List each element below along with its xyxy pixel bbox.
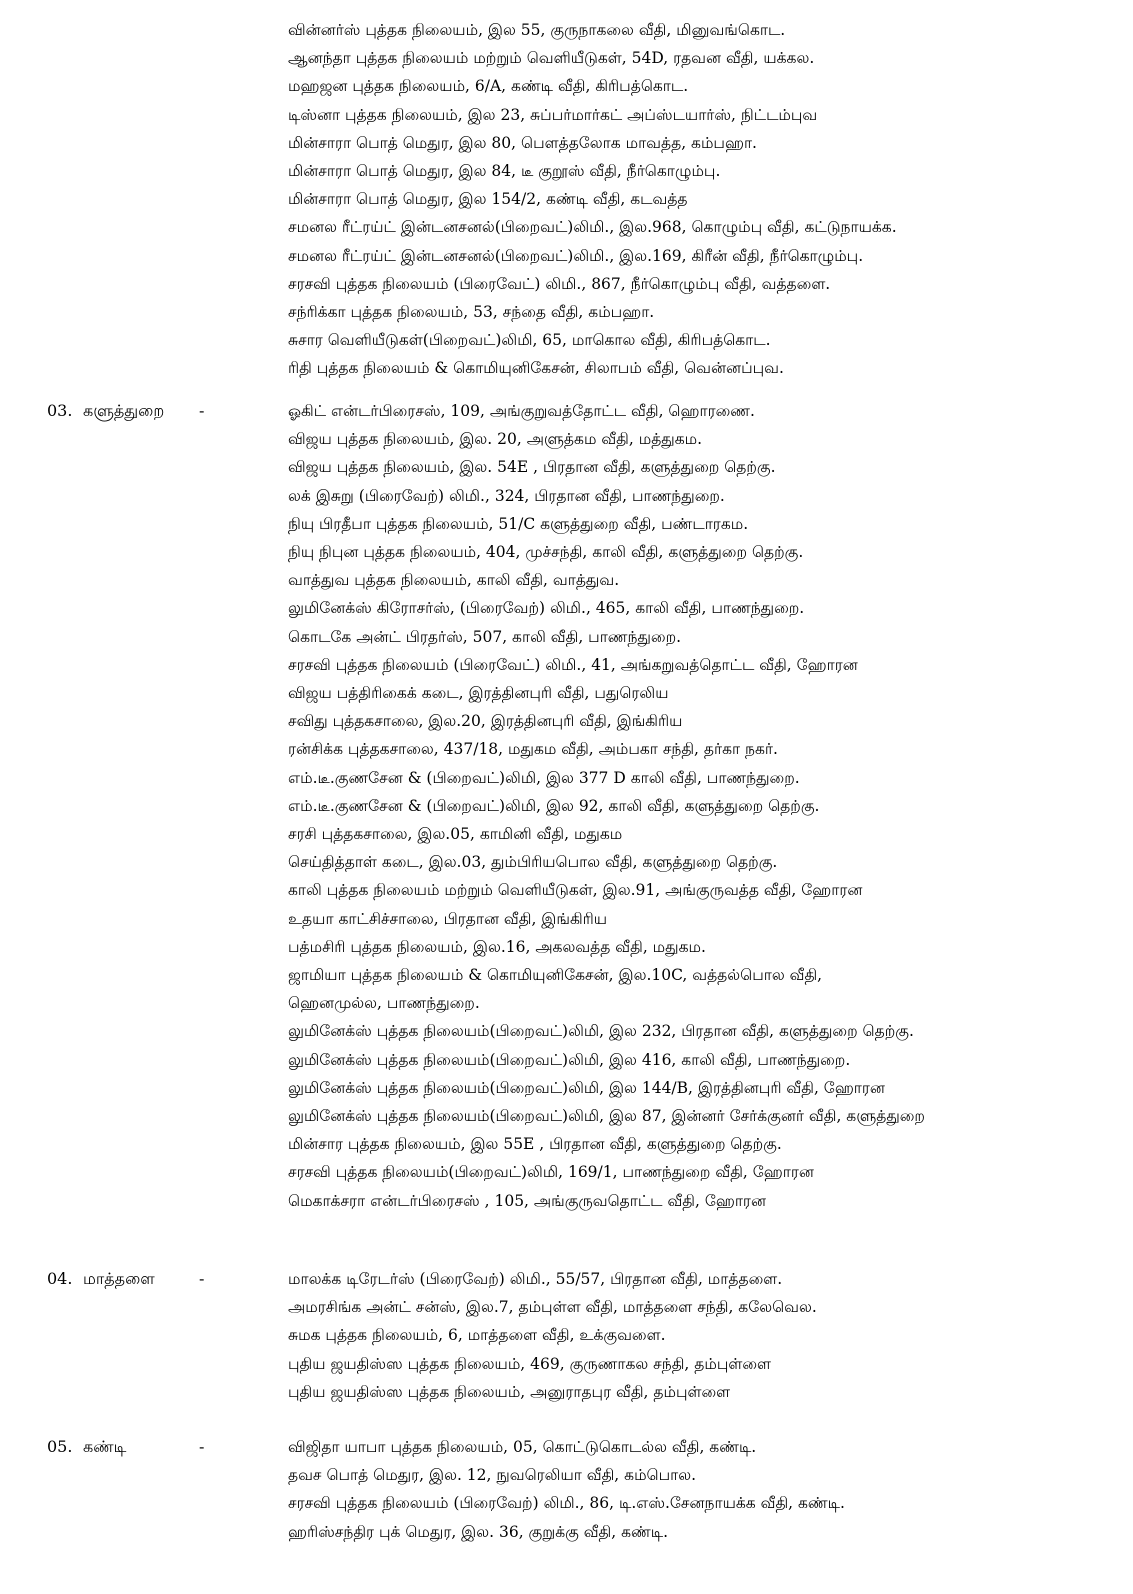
bookshop-entry: புதிய ஜயதிஸ்ஸ புத்தக நிலையம், 469, குருணாகல சந்தி, தம்புள்ளை	[288, 1354, 771, 1373]
bookshop-entry: விஜய புத்தக நிலையம், இல. 54E , பிரதான வீதி, களுத்துறை தெற்கு.	[288, 458, 776, 477]
bookshop-list	[288, 1433, 1125, 1546]
bookshop-entry: வின்னர்ஸ் புத்தக நிலையம், இல 55, குருநாகலை வீதி, மினுவங்கொட.	[288, 21, 786, 39]
district-heading	[47, 397, 204, 425]
district-number: 04.	[47, 1269, 73, 1288]
bookshop-entry: எம்.டீ.குணசேன & (பிறைவட்)லிமி, இல 377 D காலி வீதி, பாணந்துறை.	[288, 768, 800, 787]
district-number: 05.	[47, 1437, 73, 1456]
bookshop-entry: சமனல ரீட்ரய்ட் இன்டனசனல்(பிறைவட்)லிமி., இல.169, கிரீன் வீதி, நீர்கொழும்பு.	[288, 246, 864, 265]
bookshop-entry: நியு பிரதீபா புத்தக நிலையம், 51/C களுத்துறை வீதி, பண்டாரகம.	[288, 514, 749, 533]
bookshop-entry: நியு நிபுன புத்தக நிலையம், 404, முச்சந்தி, காலி வீதி, களுத்துறை தெற்கு.	[288, 543, 804, 562]
bookshop-entry: லுமினேக்ஸ் கிரோசர்ஸ், (பிரைவேற்) லிமி., 465, காலி வீதி, பாணந்துறை.	[288, 599, 805, 618]
bookshop-entry: அமரசிங்க அன்ட் சன்ஸ், இல.7, தம்புள்ள வீதி, மாத்தளை சந்தி, கலேவெல.	[288, 1298, 817, 1317]
bookshop-list	[288, 16, 1125, 383]
district-dash: -	[199, 401, 205, 420]
bookshop-entry: ஹரிஸ்சந்திர புக் மெதுர, இல. 36, குறுக்கு வீதி, கண்டி.	[288, 1522, 669, 1541]
bookshop-entry: டிஸ்னா புத்தக நிலையம், இல 23, சுப்பர்மார்கட் அப்ஸ்டயார்ஸ், நிட்டம்புவ	[288, 105, 818, 124]
district-number: 03.	[47, 401, 73, 420]
district-dash: -	[199, 1437, 205, 1456]
bookshop-entry: ரன்சிக்க புத்தகசாலை, 437/18, மதுகம வீதி, அம்பகா சந்தி, தர்கா நகர்.	[288, 740, 778, 759]
bookshop-entry: பத்மசிரி புத்தக நிலையம், இல.16, அகலவத்த வீதி, மதுகம.	[288, 937, 706, 956]
bookshop-entry: விஜய பத்திரிகைக் கடை, இரத்தினபுரி வீதி, பதுரெலிய	[288, 684, 669, 703]
bookshop-entry: மின்சாரா பொத் மெதுர, இல 80, பௌத்தலோக மாவத்த, கம்பஹா.	[288, 133, 757, 152]
bookshop-entry: மெகாக்சரா என்டர்பிரைசஸ் , 105, அங்குருவதொட்ட வீதி, ஹோரன	[288, 1191, 766, 1210]
bookshop-entry: ரிதி புத்தக நிலையம் & கொமியுனிகேசன், சிலாபம் வீதி, வென்னப்புவ.	[288, 359, 784, 378]
bookshop-entry: உதயா காட்சிச்சாலை, பிரதான வீதி, இங்கிரிய	[288, 909, 608, 928]
bookshop-entry: சரசவி புத்தக நிலையம் (பிரைவேட்) லிமி., 41, அங்கறுவத்தொட்ட வீதி, ஹோரன	[288, 655, 858, 674]
bookshop-entry: மின்சார புத்தக நிலையம், இல 55E , பிரதான வீதி, களுத்துறை தெற்கு.	[288, 1135, 782, 1154]
bookshop-entry: ஜாமியா புத்தக நிலையம் & கொமியுனிகேசன், இல.10C, வத்தல்பொல வீதி,	[288, 966, 823, 985]
bookshop-entry: காலி புத்தக நிலையம் மற்றும் வெளியீடுகள், இல.91, அங்குருவத்த வீதி, ஹோரன	[288, 881, 863, 900]
district-heading	[47, 1265, 204, 1293]
bookshop-entry: லுமினேக்ஸ் புத்தக நிலையம்(பிறைவட்)லிமி, இல 416, காலி வீதி, பாணந்துறை.	[288, 1050, 851, 1069]
bookshop-entry: சரசி புத்தகசாலை, இல.05, காமினி வீதி, மதுகம	[288, 825, 623, 844]
bookshop-entry: சரசவி புத்தக நிலையம்(பிறைவட்)லிமி, 169/1, பாணந்துறை வீதி, ஹோரன	[288, 1163, 814, 1182]
bookshop-entry: லுமினேக்ஸ் புத்தக நிலையம்(பிறைவட்)லிமி, இல 232, பிரதான வீதி, களுத்துறை தெற்கு.	[288, 1022, 914, 1041]
bookshop-entry: லக் இசுறு (பிரைவேற்) லிமி., 324, பிரதான வீதி, பாணந்துறை.	[288, 486, 725, 505]
bookshop-entry: ஓகிட் என்டர்பிரைசஸ், 109, அங்குறுவத்தோட்ட வீதி, ஹொரணை.	[288, 402, 755, 420]
district-name: மாத்தளை	[83, 1269, 155, 1288]
bookshop-entry: விஜிதா யாபா புத்தக நிலையம், 05, கொட்டுகொடல்ல வீதி, கண்டி.	[288, 1438, 757, 1456]
bookshop-entry: சரசவி புத்தக நிலையம் (பிரைவேற்) லிமி., 86, டி.எஸ்.சேனநாயக்க வீதி, கண்டி.	[288, 1494, 845, 1513]
bookshop-entry: வாத்துவ புத்தக நிலையம், காலி வீதி, வாத்துவ.	[288, 571, 620, 590]
district-name: கண்டி	[83, 1437, 127, 1456]
bookshop-entry: சந்ரிக்கா புத்தக நிலையம், 53, சந்தை வீதி, கம்பஹா.	[288, 303, 655, 322]
bookshop-entry: மாலக்க டிரேடர்ஸ் (பிரைவேற்) லிமி., 55/57, பிரதான வீதி, மாத்தளை.	[288, 1270, 783, 1288]
bookshop-entry: சரசவி புத்தக நிலையம் (பிரைவேட்) லிமி., 867, நீர்கொழும்பு வீதி, வத்தளை.	[288, 274, 831, 293]
bookshop-entry: லுமினேக்ஸ் புத்தக நிலையம்(பிறைவட்)லிமி, இல 87, இன்னர் சேர்க்குனர் வீதி, களுத்துறை	[288, 1107, 925, 1126]
bookshop-entry: மின்சாரா பொத் மெதுர, இல 154/2, கண்டி வீதி, கடவத்த	[288, 190, 688, 209]
bookshop-entry: புதிய ஜயதிஸ்ஸ புத்தக நிலையம், அனுராதபுர வீதி, தம்புள்ளை	[288, 1382, 731, 1401]
bookshop-entry: சுசார வெளியீடுகள்(பிறைவட்)லிமி, 65, மாகொல வீதி, கிரிபத்கொட.	[288, 331, 771, 350]
bookshop-list	[288, 397, 1125, 1215]
bookshop-entry: சமனல ரீட்ரய்ட் இன்டனசனல்(பிறைவட்)லிமி., இல.968, கொழும்பு வீதி, கட்டுநாயக்க.	[288, 218, 897, 237]
bookshop-entry: தவச பொத் மெதுர, இல. 12, நுவரெலியா வீதி, கம்பொல.	[288, 1466, 697, 1485]
bookshop-entry: செய்தித்தாள் கடை, இல.03, தும்பிரியபொல வீதி, களுத்துறை தெற்கு.	[288, 853, 778, 872]
bookshop-entry: விஜய புத்தக நிலையம், இல. 20, அளுத்கம வீதி, மத்துகம.	[288, 430, 703, 449]
bookshop-entry: ஹெனமுல்ல, பாணந்துறை.	[288, 994, 480, 1013]
district-name: களுத்துறை	[83, 401, 165, 420]
bookshop-entry: கொடகே அன்ட் பிரதர்ஸ், 507, காலி வீதி, பாணந்துறை.	[288, 627, 682, 646]
bookshop-entry: லுமினேக்ஸ் புத்தக நிலையம்(பிறைவட்)லிமி, இல 144/B, இரத்தினபுரி வீதி, ஹோரன	[288, 1078, 885, 1097]
bookshop-entry: சவிது புத்தகசாலை, இல.20, இரத்தினபுரி வீதி, இங்கிரிய	[288, 712, 683, 731]
bookshop-entry: மஹஜன புத்தக நிலையம், 6/A, கண்டி வீதி, கிரிபத்கொட.	[288, 77, 689, 96]
bookshop-entry: எம்.டீ.குணசேன & (பிறைவட்)லிமி, இல 92, காலி வீதி, களுத்துறை தெற்கு.	[288, 796, 820, 815]
district-dash: -	[199, 1269, 205, 1288]
bookshop-entry: ஆனந்தா புத்தக நிலையம் மற்றும் வெளியீடுகள், 54D, ரதவன வீதி, யக்கல.	[288, 49, 815, 68]
district-heading	[47, 1433, 204, 1461]
bookshop-entry: மின்சாரா பொத் மெதுர, இல 84, டீ குறூஸ் வீதி, நீர்கொழும்பு.	[288, 162, 721, 181]
bookshop-list	[288, 1265, 1125, 1406]
bookshop-entry: சுமக புத்தக நிலையம், 6, மாத்தளை வீதி, உக்குவளை.	[288, 1326, 666, 1345]
